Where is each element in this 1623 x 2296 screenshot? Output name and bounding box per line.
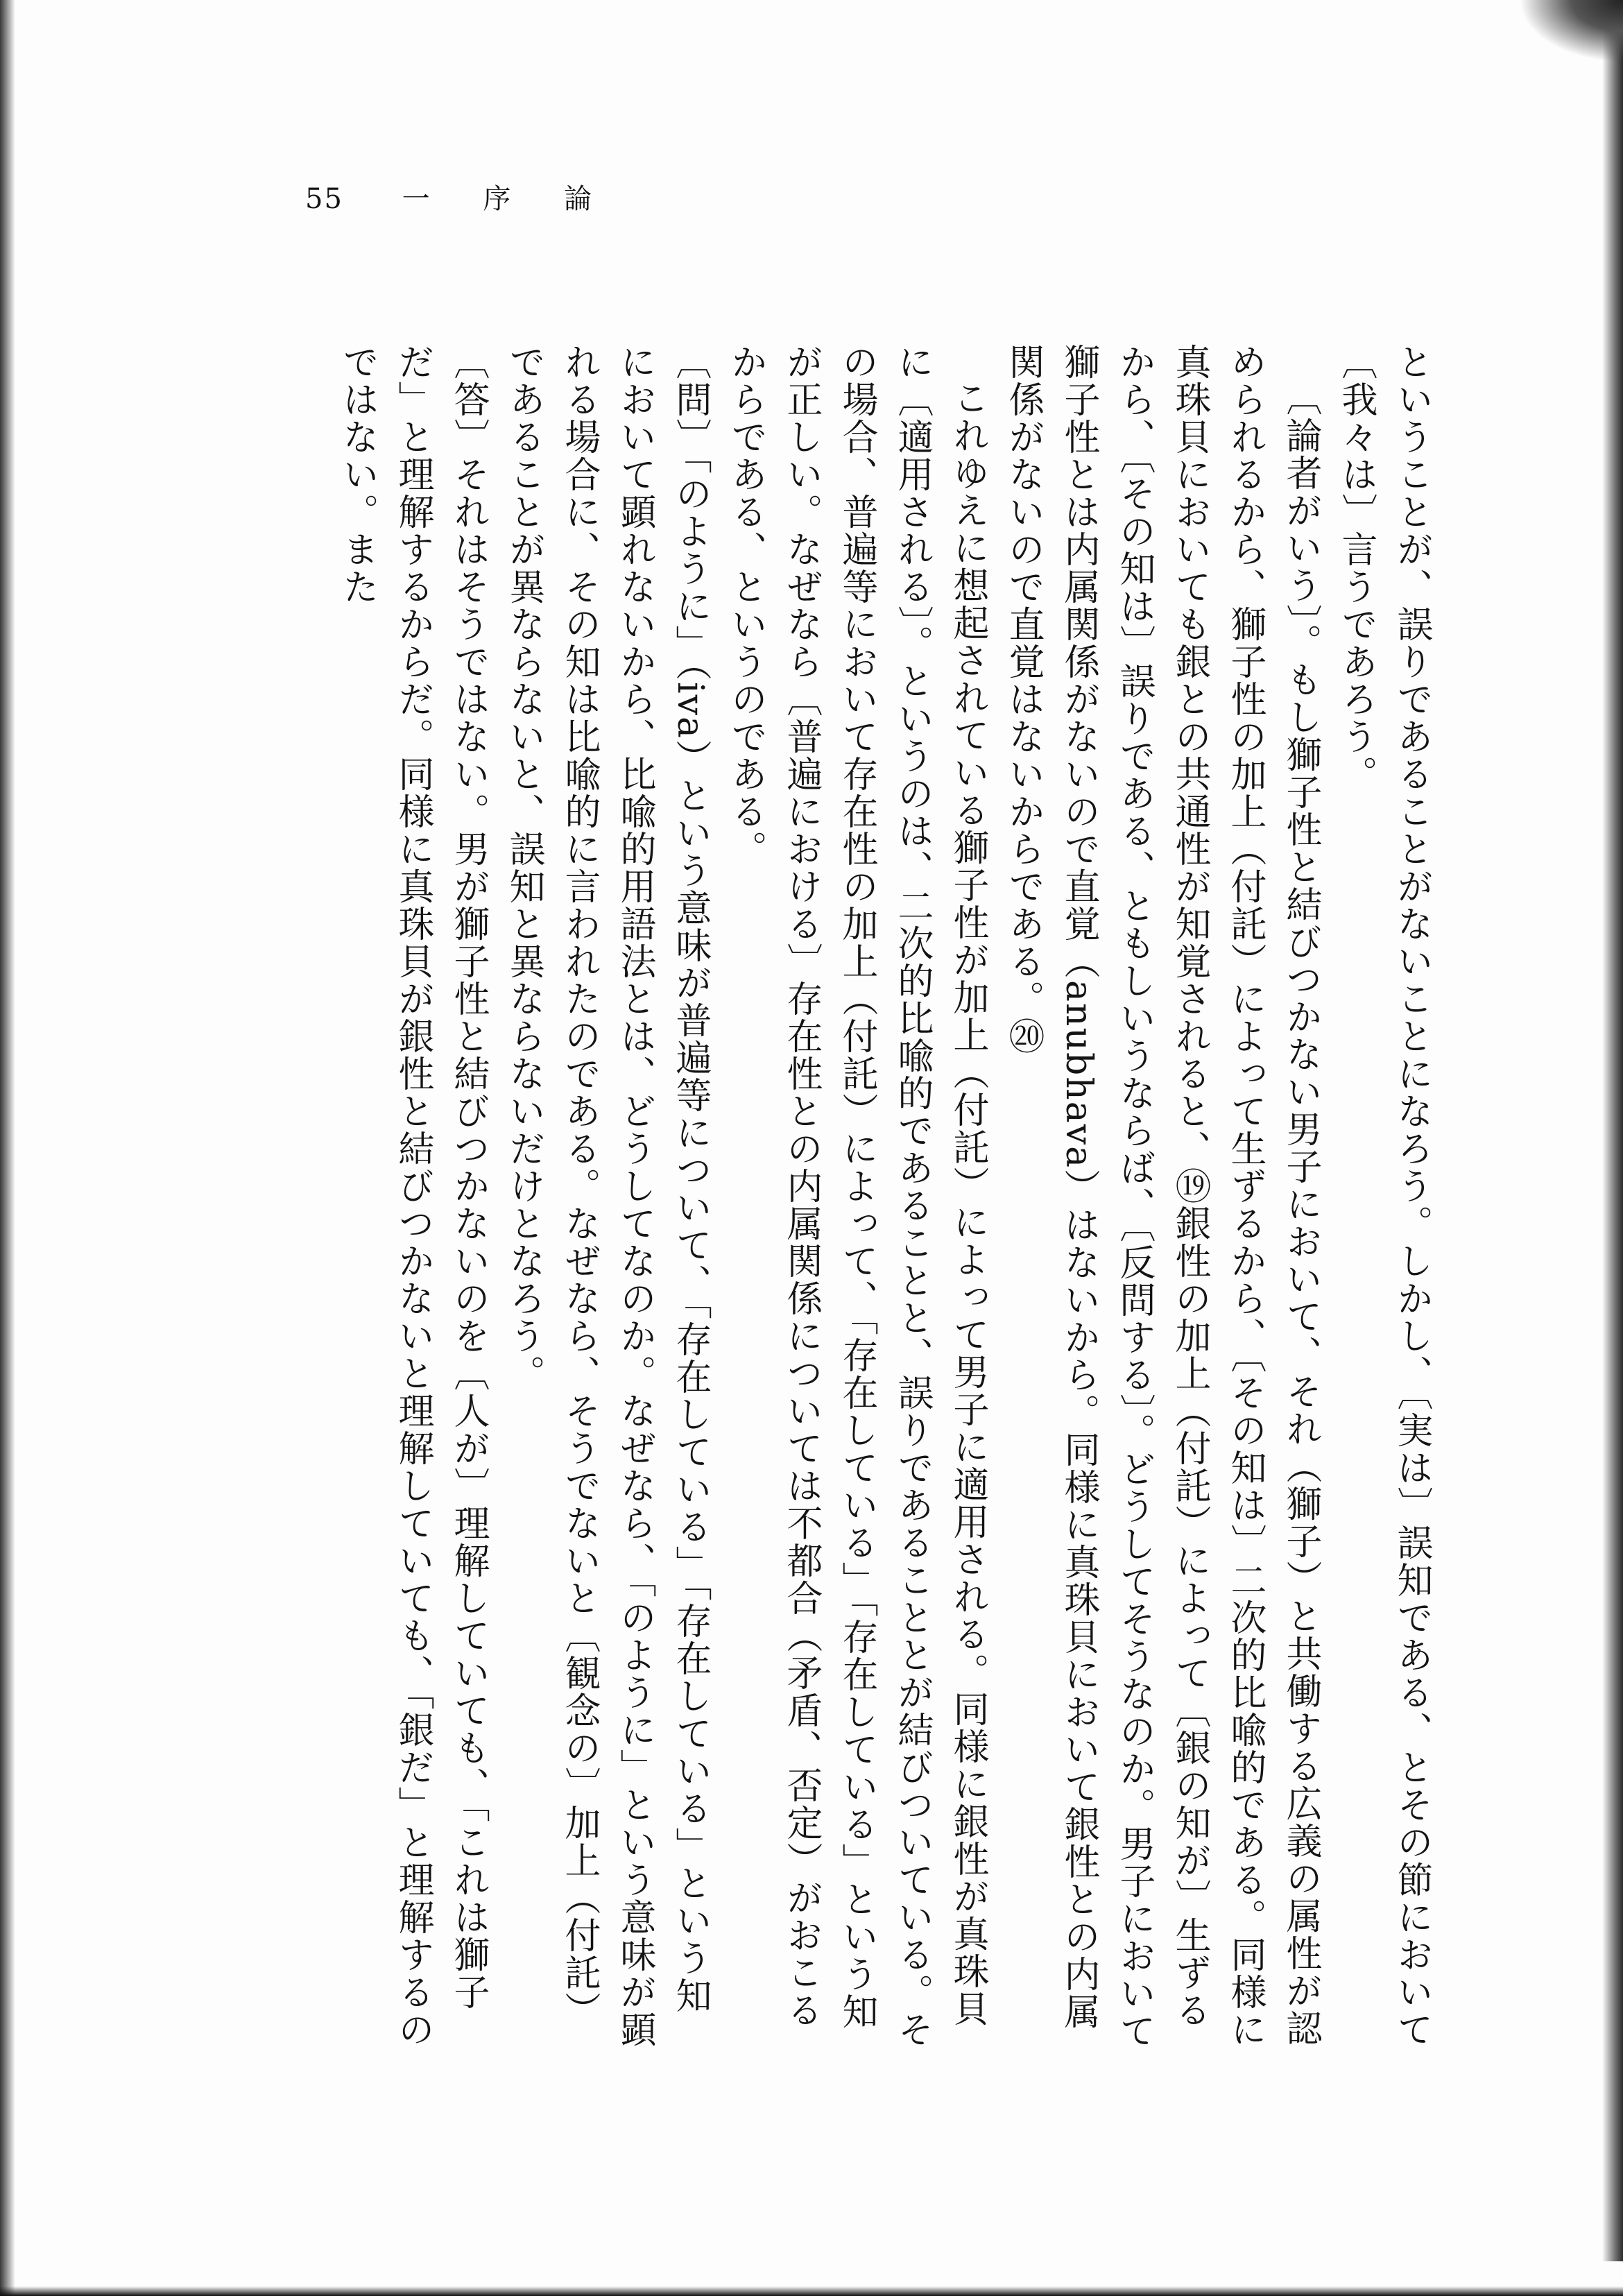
paragraph-4: 〔問〕「のように」（iva）という意味が普遍等について、「存在している」「存在している」という知において顕れないから、比喩的用語法とは、どうしてなのか。なぜなら、「のように」という意味が顕れる場合に、その知は比喩的に言われたのである。なぜなら、そうでないと〔観念の〕加上（付託）であることが異ならないと、誤知と異ならないだけとなろう。 <box>503 343 711 2048</box>
running-header <box>305 177 593 216</box>
vertical-body-text <box>295 343 1439 2050</box>
scan-edge-right <box>1602 21 1623 2261</box>
paragraph-2: 〔論者がいう〕。もし獅子性と結びつかない男子において、それ（獅子）と共働する広義の属性が認められるから、獅子性の加上（付託）によって生ずるから、〔その知は〕二次的比喩的である。同様に真珠貝においても銀との共通性が知覚されると、⑲銀性の加上（付託）によって〔銀の知が〕生ずるから、〔その知は〕誤りである、ともしいうならば、〔反問する〕。どうしてそうなのか。男子において獅子性とは内属関係がないので直覚（anubhava）はないから。同様に真珠貝において銀性との内属関係がないので直覚はないからである。⑳ <box>1002 343 1321 2050</box>
scan-edge-left <box>0 0 15 2296</box>
paragraph-1: ということが、誤りであることがないことになろう。しかし、〔実は〕誤知である、とその節において〔我々は〕言うであろう。 <box>1335 343 1432 2048</box>
section-title-char-2: 論 <box>564 183 594 215</box>
section-number: 一 <box>402 183 431 215</box>
page-number: 55 <box>305 183 343 215</box>
paragraph-3: これゆえに想起されている獅子性が加上（付託）によって男子に適用される。同様に銀性が真珠貝に〔適用される〕。というのは、二次的比喩的であることと、誤りであることとが結びついている。その場合、普遍等において存在性の加上（付託）によって、「存在している」「存在している」という知が正しい。なぜなら〔普遍における〕存在性との内属関係については不都合（矛盾、否定）がおこるからである、というのである。 <box>725 343 988 2048</box>
scan-edge-bottom <box>0 2286 1623 2296</box>
section-title-char-1: 序 <box>483 183 513 215</box>
paragraph-5: 〔答〕それはそうではない。男が獅子性と結びつかないのを〔人が〕理解していても、「これは獅子だ」と理解するからだ。同様に真珠貝が銀性と結びつかないと理解していても、「銀だ」と理解するのではない。また <box>336 343 489 2048</box>
scan-corner-top-right <box>1519 0 1623 62</box>
